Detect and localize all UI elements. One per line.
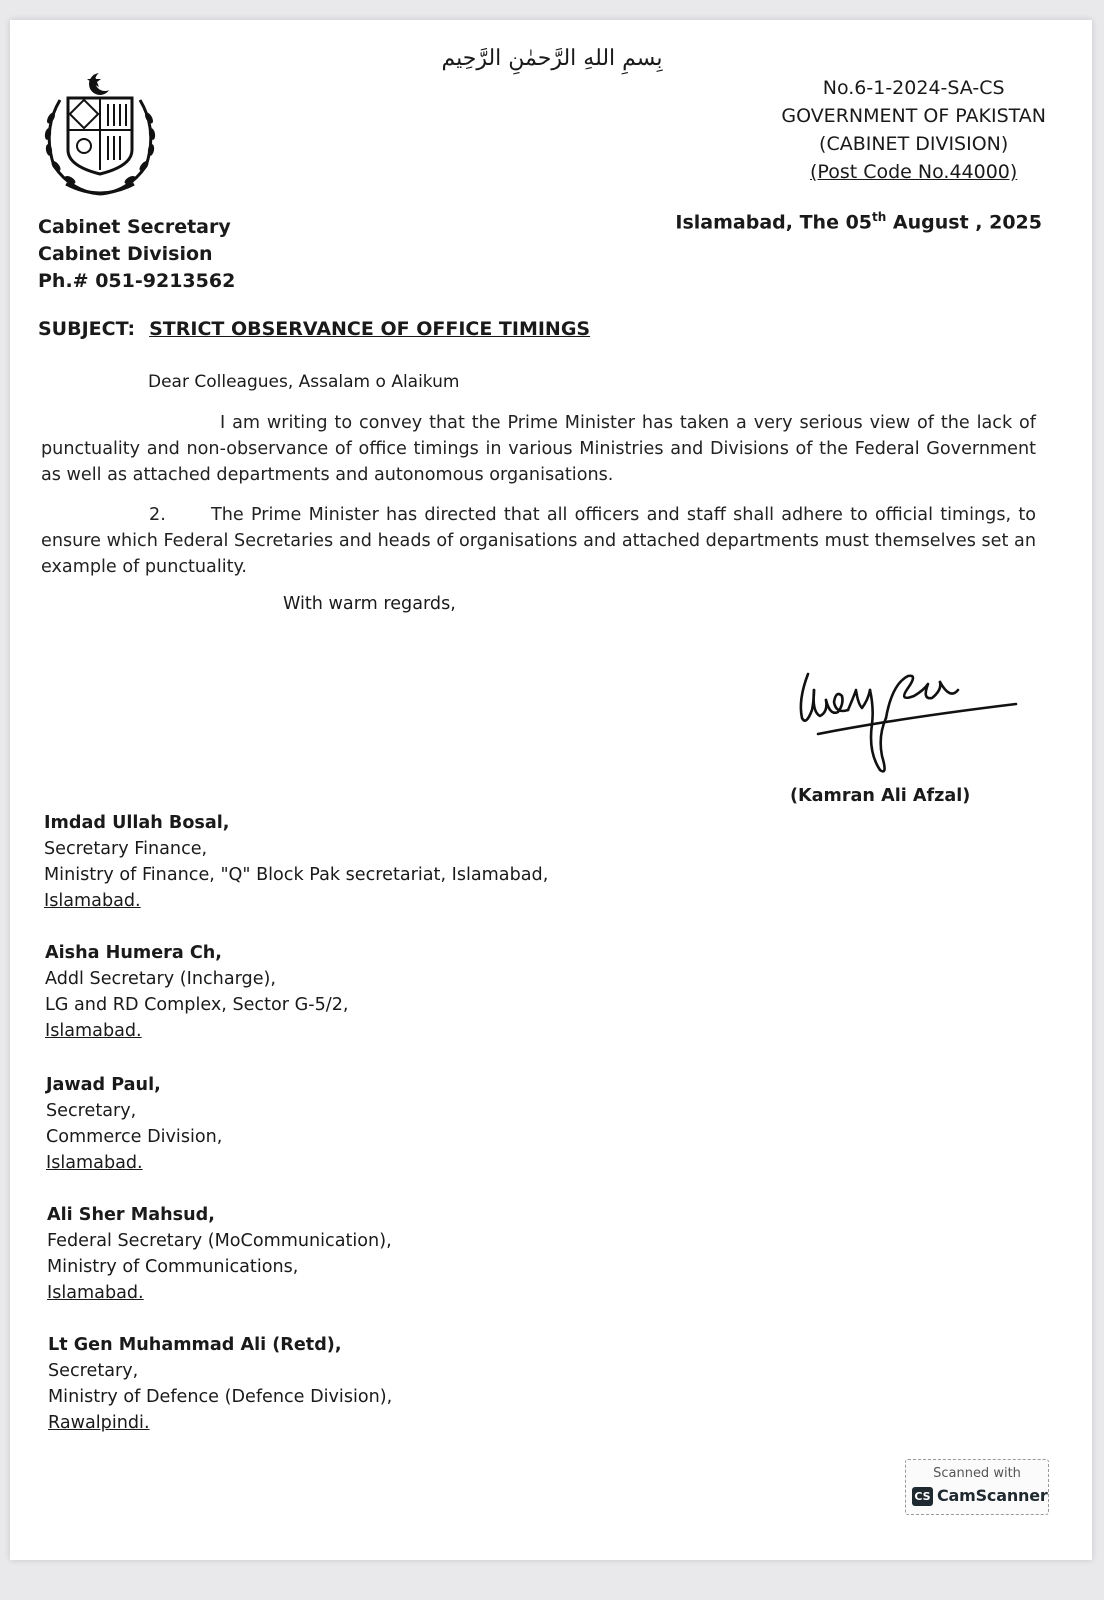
addressee-2 [45,940,348,1044]
camscanner-watermark [905,1459,1049,1515]
addressee-name: Aisha Humera Ch, [45,943,222,963]
bismillah-heading [0,46,1104,71]
addressee-city: Islamabad. [46,1153,143,1173]
state-emblem-icon [36,70,166,206]
addressee-city: Rawalpindi. [48,1413,150,1433]
addressee-office: Ministry of Communications, [47,1257,299,1277]
sender-title: Cabinet Secretary [38,216,231,238]
date-line [675,210,1042,233]
addressee-title: Federal Secretary (MoCommunication), [47,1231,392,1251]
reference-number: No.6-1-2024-SA-CS [822,77,1005,99]
sender-block [38,214,235,295]
camscanner-name: CamScanner [937,1486,1048,1505]
paragraph-2-number: 2. [149,505,166,525]
addressee-city: Islamabad. [47,1283,144,1303]
addressee-name: Lt Gen Muhammad Ali (Retd), [48,1335,342,1355]
camscanner-logo-icon: CS [912,1487,933,1506]
addressee-office: LG and RD Complex, Sector G-5/2, [45,995,349,1015]
addressee-5 [48,1332,392,1436]
paragraph-2-text: The Prime Minister has directed that all officers and staff shall adhere to official timings, to ensure which Federal Secretaries and heads of organisations and attached departments must themselves set an example of punctuality. [41,505,1036,577]
bismillah-text: بِسمِ اللهِ الرَّحمٰنِ الرَّحِيم [441,46,663,71]
addressee-4 [47,1202,392,1306]
addressee-1 [44,810,548,914]
greeting: Dear Colleagues, Assalam o Alaikum [148,372,460,392]
date-prefix: Islamabad, The 05 [675,211,873,234]
date-ordinal: th [872,210,887,224]
sender-phone: Ph.# 051-9213562 [38,270,236,292]
addressee-name: Jawad Paul, [46,1075,161,1095]
closing: With warm regards, [283,594,456,614]
paragraph-1 [41,410,1036,488]
addressee-city: Islamabad. [44,891,141,911]
addressee-title: Addl Secretary (Incharge), [45,969,276,989]
addressee-city: Islamabad. [45,1021,142,1041]
addressee-office: Ministry of Defence (Defence Division), [48,1387,393,1407]
addressee-name: Imdad Ullah Bosal, [44,813,230,833]
scanned-with-text: Scanned with [933,1466,1021,1481]
addressee-title: Secretary Finance, [44,839,208,859]
addressee-title: Secretary, [48,1361,139,1381]
signature-icon [790,660,1020,785]
government-name: GOVERNMENT OF PAKISTAN [781,105,1046,127]
subject-title: STRICT OBSERVANCE OF OFFICE TIMINGS [149,318,591,340]
date-suffix: August , 2025 [886,211,1042,234]
post-code: (Post Code No.44000) [810,161,1018,183]
signatory-name: (Kamran Ali Afzal) [790,786,971,806]
reference-block [781,74,1046,186]
paragraph-1-text: I am writing to convey that the Prime Minister has taken a very serious view of the lack of punctuality and non-observance of office timings in various Ministries and Divisions of the Federal Government as well as attached departments and autonomous organisations. [41,413,1036,485]
addressee-office: Commerce Division, [46,1127,223,1147]
addressee-name: Ali Sher Mahsud, [47,1205,215,1225]
addressee-title: Secretary, [46,1101,137,1121]
addressee-3 [46,1072,222,1176]
division-name: (CABINET DIVISION) [819,133,1009,155]
paragraph-2 [41,502,1036,580]
subject-line [38,318,590,340]
addressee-office: Ministry of Finance, "Q" Block Pak secretariat, Islamabad, [44,865,549,885]
sender-division: Cabinet Division [38,243,213,265]
subject-label: SUBJECT: [38,318,136,340]
